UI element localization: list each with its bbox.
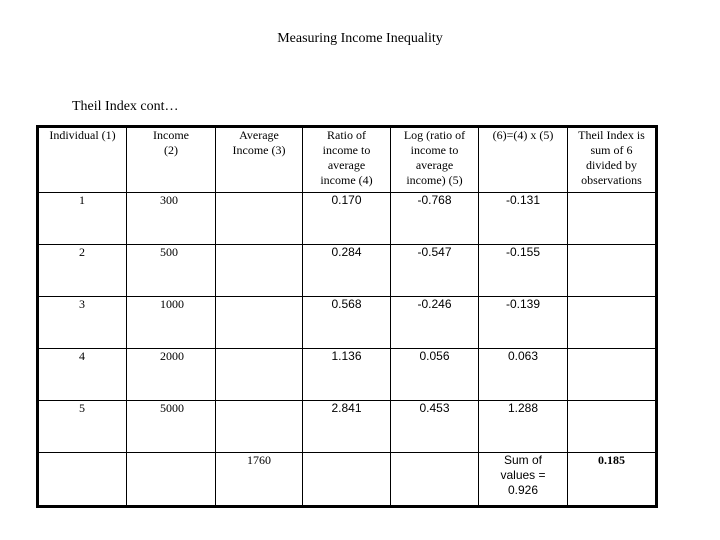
cell-individual: 5	[38, 401, 127, 453]
cell-average-income	[216, 401, 303, 453]
cell-average-income	[216, 193, 303, 245]
cell-theil-index	[568, 193, 657, 245]
theil-index-table	[36, 125, 658, 508]
header-theil-index: Theil Index is sum of 6 divided by observations	[568, 127, 657, 193]
cell-theil-index	[568, 401, 657, 453]
cell-product: -0.131	[479, 193, 568, 245]
cell-average-income	[216, 297, 303, 349]
header-product: (6)=(4) x (5)	[479, 127, 568, 193]
cell-product: -0.139	[479, 297, 568, 349]
cell-ratio: 2.841	[303, 401, 391, 453]
theil-index-result: 0.185	[568, 453, 657, 507]
cell-empty	[391, 453, 479, 507]
cell-income: 5000	[127, 401, 216, 453]
cell-log-ratio: -0.246	[391, 297, 479, 349]
cell-average-income	[216, 349, 303, 401]
table-row	[38, 401, 657, 453]
cell-income: 300	[127, 193, 216, 245]
sum-of-values: Sum of values = 0.926	[479, 453, 568, 507]
cell-empty	[38, 453, 127, 507]
header-log-ratio: Log (ratio of income to average income) (5)	[391, 127, 479, 193]
cell-empty	[127, 453, 216, 507]
cell-individual: 4	[38, 349, 127, 401]
cell-ratio: 0.284	[303, 245, 391, 297]
cell-log-ratio: -0.547	[391, 245, 479, 297]
table-row	[38, 245, 657, 297]
cell-individual: 1	[38, 193, 127, 245]
cell-individual: 3	[38, 297, 127, 349]
cell-log-ratio: 0.453	[391, 401, 479, 453]
table-row	[38, 193, 657, 245]
cell-individual: 2	[38, 245, 127, 297]
table-row	[38, 349, 657, 401]
cell-income: 1000	[127, 297, 216, 349]
cell-empty	[303, 453, 391, 507]
cell-average-income	[216, 245, 303, 297]
table-row	[38, 297, 657, 349]
header-income: Income (2)	[127, 127, 216, 193]
cell-log-ratio: -0.768	[391, 193, 479, 245]
cell-theil-index	[568, 245, 657, 297]
summary-row	[38, 453, 657, 507]
header-individual: Individual (1)	[38, 127, 127, 193]
cell-income: 500	[127, 245, 216, 297]
cell-ratio: 0.170	[303, 193, 391, 245]
table-header-row	[38, 127, 657, 193]
cell-product: 1.288	[479, 401, 568, 453]
cell-product: 0.063	[479, 349, 568, 401]
cell-ratio: 1.136	[303, 349, 391, 401]
cell-income: 2000	[127, 349, 216, 401]
cell-product: -0.155	[479, 245, 568, 297]
cell-theil-index	[568, 297, 657, 349]
header-average-income: Average Income (3)	[216, 127, 303, 193]
average-income-value: 1760	[216, 453, 303, 507]
cell-ratio: 0.568	[303, 297, 391, 349]
subtitle: Theil Index cont…	[72, 99, 179, 114]
header-ratio: Ratio of income to average income (4)	[303, 127, 391, 193]
cell-theil-index	[568, 349, 657, 401]
page-title: Measuring Income Inequality	[277, 31, 443, 46]
cell-log-ratio: 0.056	[391, 349, 479, 401]
